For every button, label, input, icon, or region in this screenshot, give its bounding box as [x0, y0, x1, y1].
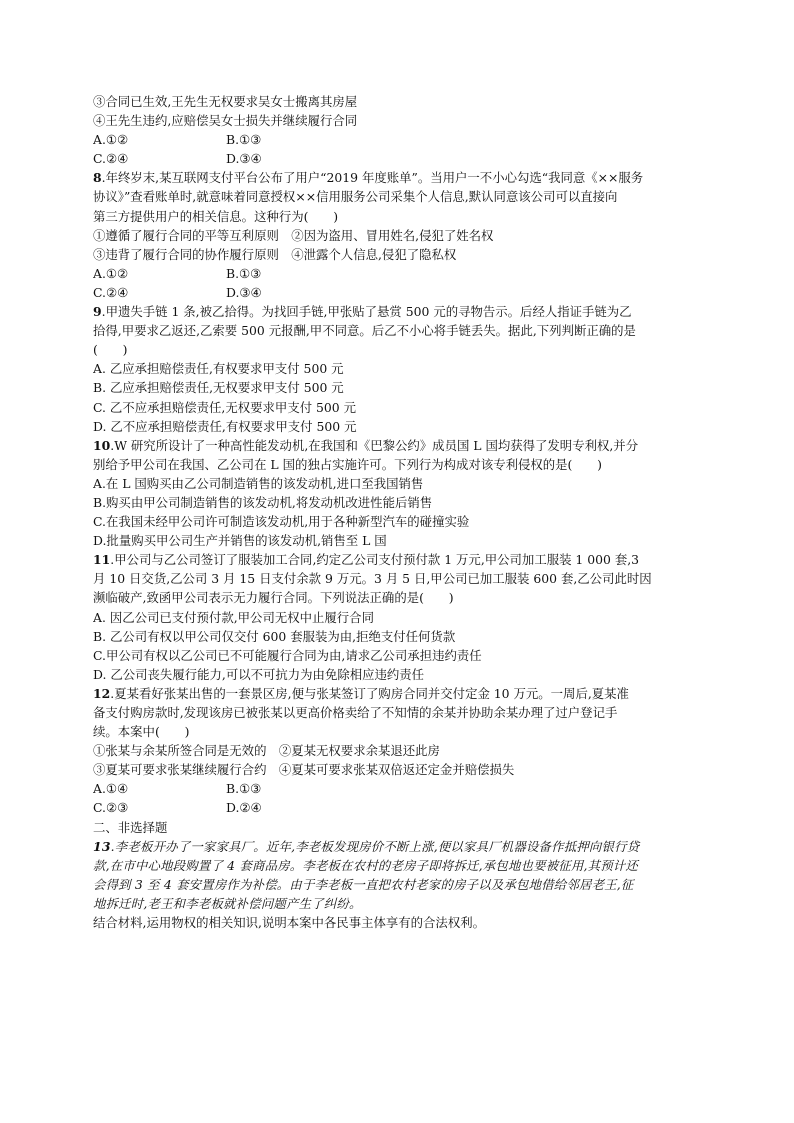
q12-stem-line1: 12.夏某看好张某出售的一套景区房,便与张某签订了购房合同并交付定金 10 万元。一周后,夏某准	[93, 685, 629, 701]
q9-number: 9	[93, 304, 102, 320]
q11-number: 11	[93, 552, 111, 568]
q10-stem-line1: 10.W 研究所设计了一种高性能发动机,在我国和《巴黎公约》成员国 L 国均获得了发明专利权,并分	[93, 437, 639, 453]
q12-items-34: ③夏某可要求张某继续履行合约 ④夏某可要求张某双倍返还定金并赔偿损失	[93, 762, 515, 778]
q11-stem-line3: 濒临破产,致函甲公司表示无力履行合同。下列说法正确的是( )	[93, 590, 454, 606]
q12-number: 12	[93, 685, 111, 701]
q10-option-c: C.在我国未经甲公司许可制造该发动机,用于各种新型汽车的碰撞实验	[93, 514, 470, 530]
q11-option-c: C.甲公司有权以乙公司已不可能履行合同为由,请求乙公司承担违约责任	[93, 647, 482, 663]
q11-stem-line1: 11.甲公司与乙公司签订了服装加工合同,约定乙公司支付预付款 1 万元,甲公司加工服装 1 000 套,3	[93, 552, 640, 568]
q13-question: 结合材料,运用物权的相关知识,说明本案中各民事主体享有的合法权利。	[93, 915, 485, 931]
q11-option-a: A. 因乙公司已支付预付款,甲公司无权中止履行合同	[93, 609, 374, 625]
q8-option-c: C.②④	[93, 284, 129, 300]
q9-option-a: A. 乙应承担赔偿责任,有权要求甲支付 500 元	[93, 361, 344, 377]
q9-stem-line3: ( )	[93, 342, 128, 358]
q8-options-cd	[93, 283, 705, 302]
q10-option-d: D.批量购买甲公司生产并销售的该发动机,销售至 L 国	[93, 533, 387, 549]
q9-option-c: C. 乙不应承担赔偿责任,无权要求甲支付 500 元	[93, 399, 357, 415]
q8-items-12: ①遵循了履行合同的平等互利原则 ②因为盗用、冒用姓名,侵犯了姓名权	[93, 227, 494, 243]
q8-option-b: B.①③	[226, 265, 262, 281]
q7-options-cd	[93, 149, 705, 168]
q8-items-34: ③违背了履行合同的协作履行原则 ④泄露个人信息,侵犯了隐私权	[93, 246, 457, 262]
q13-number: 13	[93, 838, 111, 854]
q8-stem-line1: 8.年终岁末,某互联网支付平台公布了用户“2019 年度账单”。当用户一不小心勾选“我同意《××服务	[93, 170, 644, 186]
q8-option-a: A.①②	[93, 265, 129, 281]
q13-material-line2: 款,在市中心地段购置了 4 套商品房。李老板在农村的老房子即将拆迁,承包地也要被征用,其预计还	[93, 857, 638, 873]
q7-option-a: A.①②	[93, 132, 129, 148]
q11-option-b: B. 乙公司有权以甲公司仅交付 600 套服装为由,拒绝支付任何货款	[93, 628, 456, 644]
q12-options-cd	[93, 798, 705, 817]
q10-option-a: A.在 L 国购买由乙公司制造销售的该发动机,进口至我国销售	[93, 475, 424, 491]
q8-options-ab	[93, 264, 705, 283]
q7-item-3: ③合同已生效,王先生无权要求吴女士搬离其房屋	[93, 94, 358, 109]
q7-option-d: D.③④	[226, 151, 262, 167]
document-page	[93, 92, 705, 932]
q8-option-d: D.③④	[226, 284, 262, 300]
q12-stem-line2: 备支付购房款时,发现该房已被张某以更高价格卖给了不知情的余某并协助余某办理了过户登记手	[93, 705, 618, 720]
q7-item-4: ④王先生违约,应赔偿吴女士损失并继续履行合同	[93, 113, 358, 129]
q12-option-b: B.①③	[226, 781, 262, 797]
q10-option-b: B.购买由甲公司制造销售的该发动机,将发动机改进性能后销售	[93, 494, 433, 510]
q11-option-d: D. 乙公司丧失履行能力,可以不可抗力为由免除相应违约责任	[93, 666, 425, 682]
q12-option-a: A.①④	[93, 781, 129, 797]
q10-stem-line2: 别给予甲公司在我国、乙公司在 L 国的独占实施许可。下列行为构成对该专利侵权的是( )	[93, 456, 603, 472]
q7-option-c: C.②④	[93, 151, 129, 167]
q12-option-d: D.②④	[226, 800, 262, 816]
q7-option-b: B.①③	[226, 132, 262, 148]
q8-stem-line3: 第三方提供用户的相关信息。这种行为( )	[93, 208, 339, 224]
q11-stem-line2: 月 10 日交货,乙公司 3 月 15 日支付余款 9 万元。3 月 5 日,甲公司已加工服装 600 套,乙公司此时因	[93, 571, 652, 587]
q10-number: 10	[93, 437, 111, 453]
q8-stem-line2: 协议》”查看账单时,就意味着同意授权××信用服务公司采集个人信息,默认同意该公司可以直接向	[93, 189, 618, 205]
q8-number: 8	[93, 170, 102, 186]
q9-option-b: B. 乙应承担赔偿责任,无权要求甲支付 500 元	[93, 380, 344, 396]
q12-options-ab	[93, 779, 705, 798]
q13-material-line4: 地拆迁时,老王和李老板就补偿问题产生了纠纷。	[93, 895, 362, 911]
q12-option-c: C.②③	[93, 800, 129, 816]
q9-stem-line2: 拾得,甲要求乙返还,乙索要 500 元报酬,甲不同意。后乙不小心将手链丢失。据此,下列判断正确的是	[93, 323, 636, 339]
section-heading-nonchoice: 二、非选择题	[93, 819, 168, 835]
q12-stem-line3: 续。本案中( )	[93, 724, 190, 740]
q13-material-line3: 会得到 3 至 4 套安置房作为补偿。由于李老板一直把农村老家的房子以及承包地借给邻居老王,征	[93, 876, 634, 892]
q7-options-ab	[93, 130, 705, 149]
q12-items-12: ①张某与余某所签合同是无效的 ②夏某无权要求余某退还此房	[93, 743, 440, 759]
q9-stem-line1: 9.甲遗失手链 1 条,被乙拾得。为找回手链,甲张贴了悬赏 500 元的寻物告示。后经人指证手链为乙	[93, 304, 632, 320]
q9-option-d: D. 乙不应承担赔偿责任,有权要求甲支付 500 元	[93, 418, 357, 434]
q13-material-line1: 13.李老板开办了一家家具厂。近年,李老板发现房价不断上涨,便以家具厂机器设备作抵押向银行贷	[93, 838, 640, 854]
